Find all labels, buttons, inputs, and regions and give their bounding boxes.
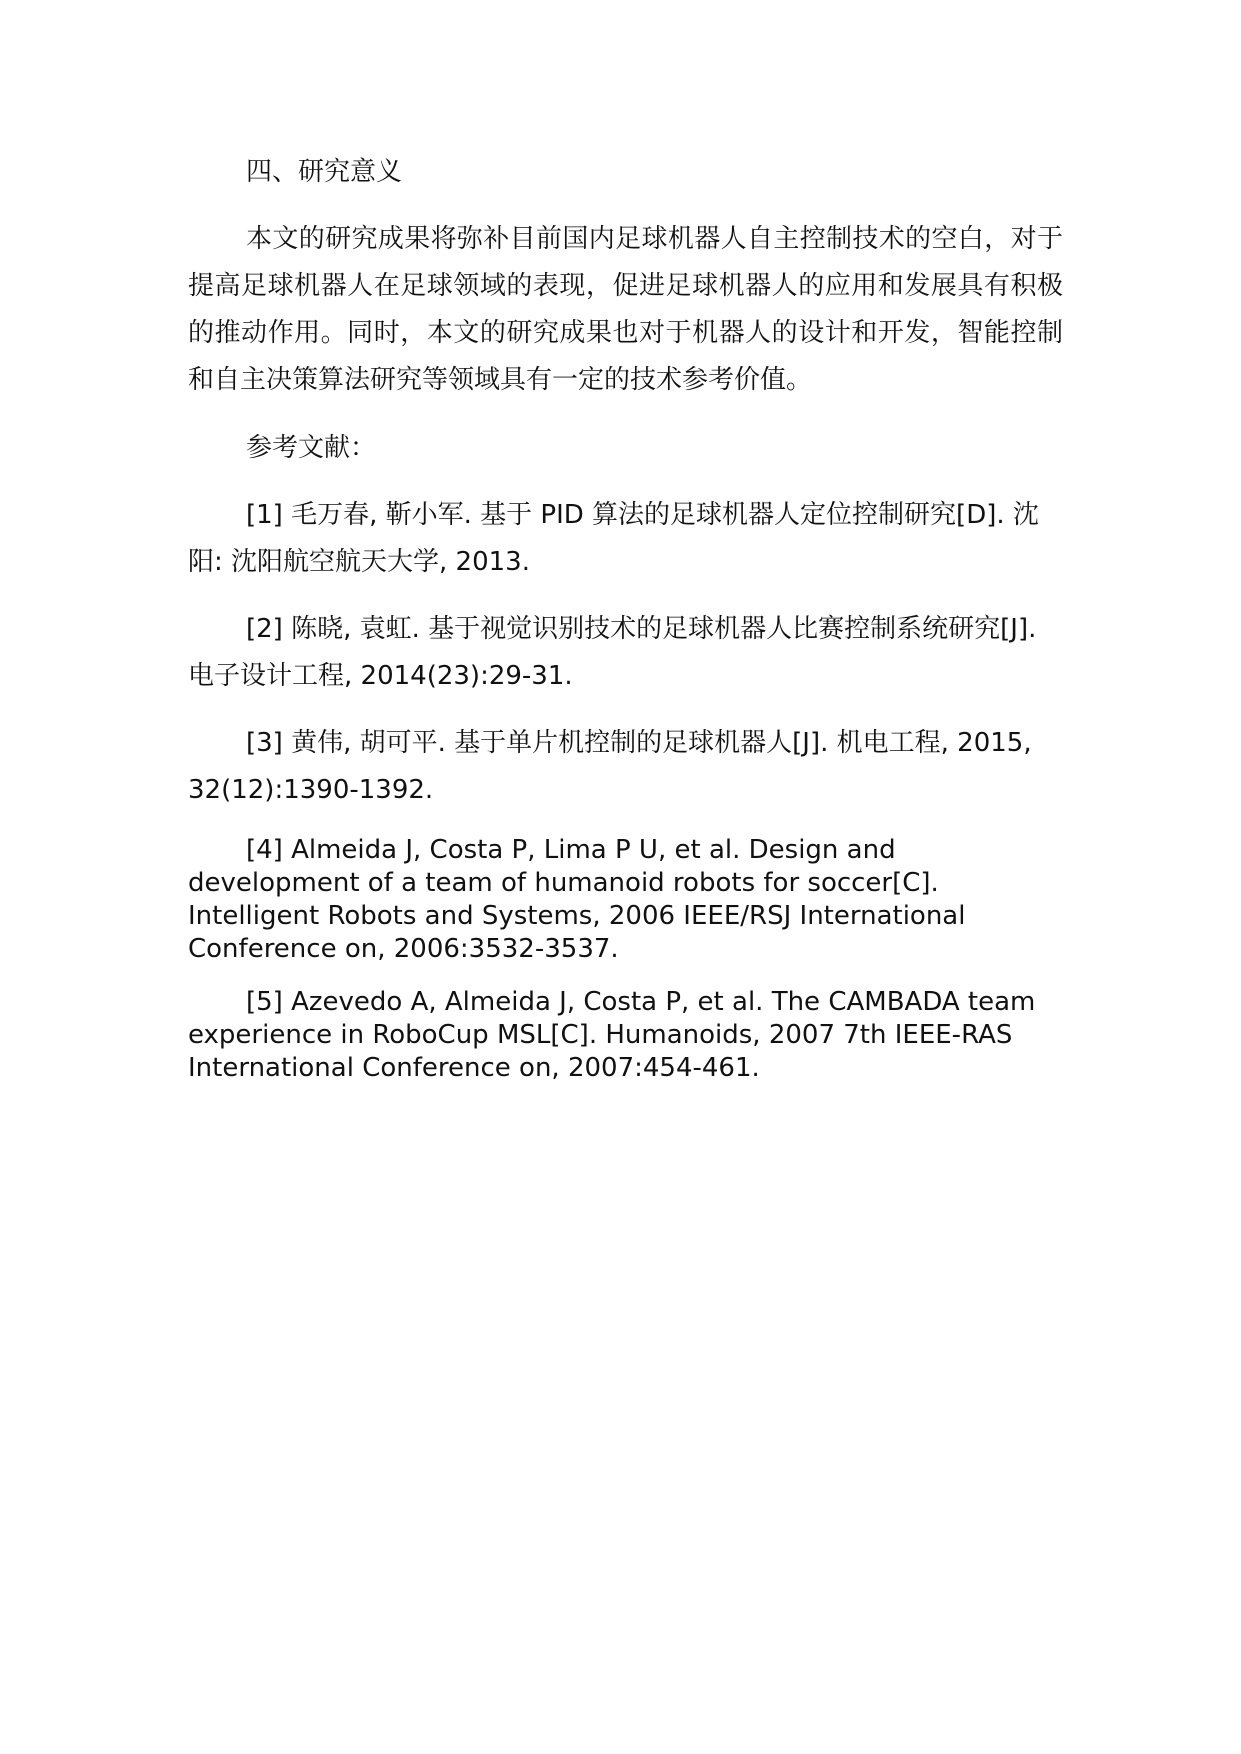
reference-item-3: [3] 黄伟, 胡可平. 基于单片机控制的足球机器人[J]. 机电工程, 2015, 32(12):1390-1392. <box>188 728 1032 805</box>
reference-item-4: [4] Almeida J, Costa P, Lima P U, et al. Design and development of a team of humanoid robots for soccer[C]. Intelligent Robots and Systems, 2006 IEEE/RSJ International Conference on, 2006:3532-3537. <box>188 835 966 964</box>
reference-list <box>188 492 1063 1085</box>
reference-item-1: [1] 毛万春, 靳小军. 基于 PID 算法的足球机器人定位控制研究[D]. 沈阳: 沈阳航空航天大学, 2013. <box>188 500 1039 577</box>
section-paragraph: 本文的研究成果将弥补目前国内足球机器人自主控制技术的空白，对于提高足球机器人在足球领域的表现，促进足球机器人的应用和发展具有积极的推动作用。同时，本文的研究成果也对于机器人的设计和开发，智能控制和自主决策算法研究等领域具有一定的技术参考价值。 <box>188 224 1063 395</box>
document-page <box>188 150 1063 1105</box>
section-heading: 四、研究意义 <box>246 157 403 187</box>
reference-item-5: [5] Azevedo A, Almeida J, Costa P, et al. The CAMBADA team experience in RoboCup MSL[C]. Humanoids, 2007 7th IEEE-RAS International Conference on, 2007:454-461. <box>188 987 1036 1083</box>
references-heading: 参考文献： <box>246 433 377 463</box>
reference-item-2: [2] 陈晓, 袁虹. 基于视觉识别技术的足球机器人比赛控制系统研究[J]. 电子设计工程, 2014(23):29-31. <box>188 614 1037 691</box>
